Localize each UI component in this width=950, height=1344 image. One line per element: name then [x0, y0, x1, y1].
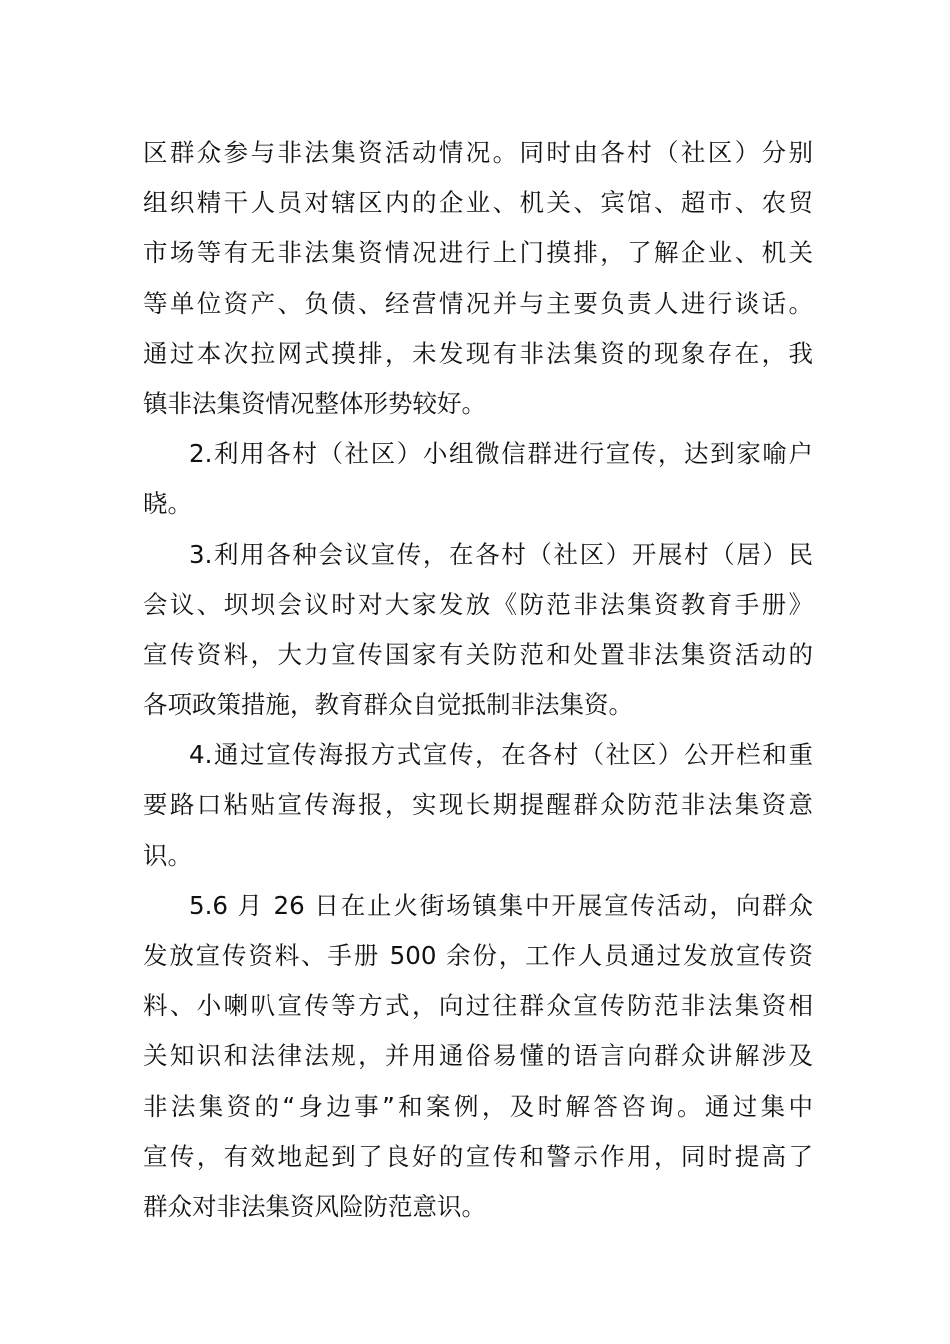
text-line: 区群众参与非法集资活动情况。同时由各村（社区）分别	[143, 138, 813, 167]
paragraph-item-3	[143, 530, 813, 731]
paragraph-item-4	[143, 730, 813, 881]
text-line: 2.利用各村（社区）小组微信群进行宣传，达到家喻户	[189, 439, 813, 469]
text-line: 4.通过宣传海报方式宣传，在各村（社区）公开栏和重	[189, 740, 813, 770]
text-line: 料、小喇叭宣传等方式，向过往群众宣传防范非法集资相	[143, 991, 813, 1021]
text-line: 等单位资产、负债、经营情况并与主要负责人进行谈话。	[143, 288, 813, 318]
text-line: 宣传资料，大力宣传国家有关防范和处置非法集资活动的	[143, 639, 813, 669]
document-body	[143, 128, 813, 1232]
text-line: 通过本次拉网式摸排，未发现有非法集资的现象存在，我	[143, 338, 813, 368]
text-line: 组织精干人员对辖区内的企业、机关、宾馆、超市、农贸	[143, 188, 813, 218]
text-line: 镇非法集资情况整体形势较好。	[143, 388, 486, 418]
text-line: 晓。	[143, 489, 192, 519]
text-line: 识。	[143, 840, 192, 870]
text-line: 会议、坝坝会议时对大家发放《防范非法集资教育手册》	[143, 589, 813, 619]
text-line: 各项政策措施，教育群众自觉抵制非法集资。	[143, 690, 633, 720]
paragraph-item-2	[143, 429, 813, 529]
paragraph-intro	[143, 128, 813, 429]
text-line: 发放宣传资料、手册 500 余份，工作人员通过发放宣传资	[143, 941, 813, 970]
text-line: 5.6 月 26 日在止火街场镇集中开展宣传活动，向群众	[189, 890, 813, 920]
paragraph-item-5	[143, 881, 813, 1232]
text-line: 关知识和法律法规，并用通俗易懂的语言向群众讲解涉及	[143, 1041, 813, 1071]
text-line: 宣传，有效地起到了良好的宣传和警示作用，同时提高了	[143, 1141, 813, 1171]
text-line: 要路口粘贴宣传海报，实现长期提醒群众防范非法集资意	[143, 790, 813, 820]
text-line: 群众对非法集资风险防范意识。	[143, 1191, 486, 1221]
text-line: 非法集资的“身边事”和案例，及时解答咨询。通过集中	[143, 1091, 813, 1121]
text-line: 3.利用各种会议宣传，在各村（社区）开展村（居）民	[189, 539, 813, 569]
text-line: 市场等有无非法集资情况进行上门摸排，了解企业、机关	[143, 238, 813, 268]
